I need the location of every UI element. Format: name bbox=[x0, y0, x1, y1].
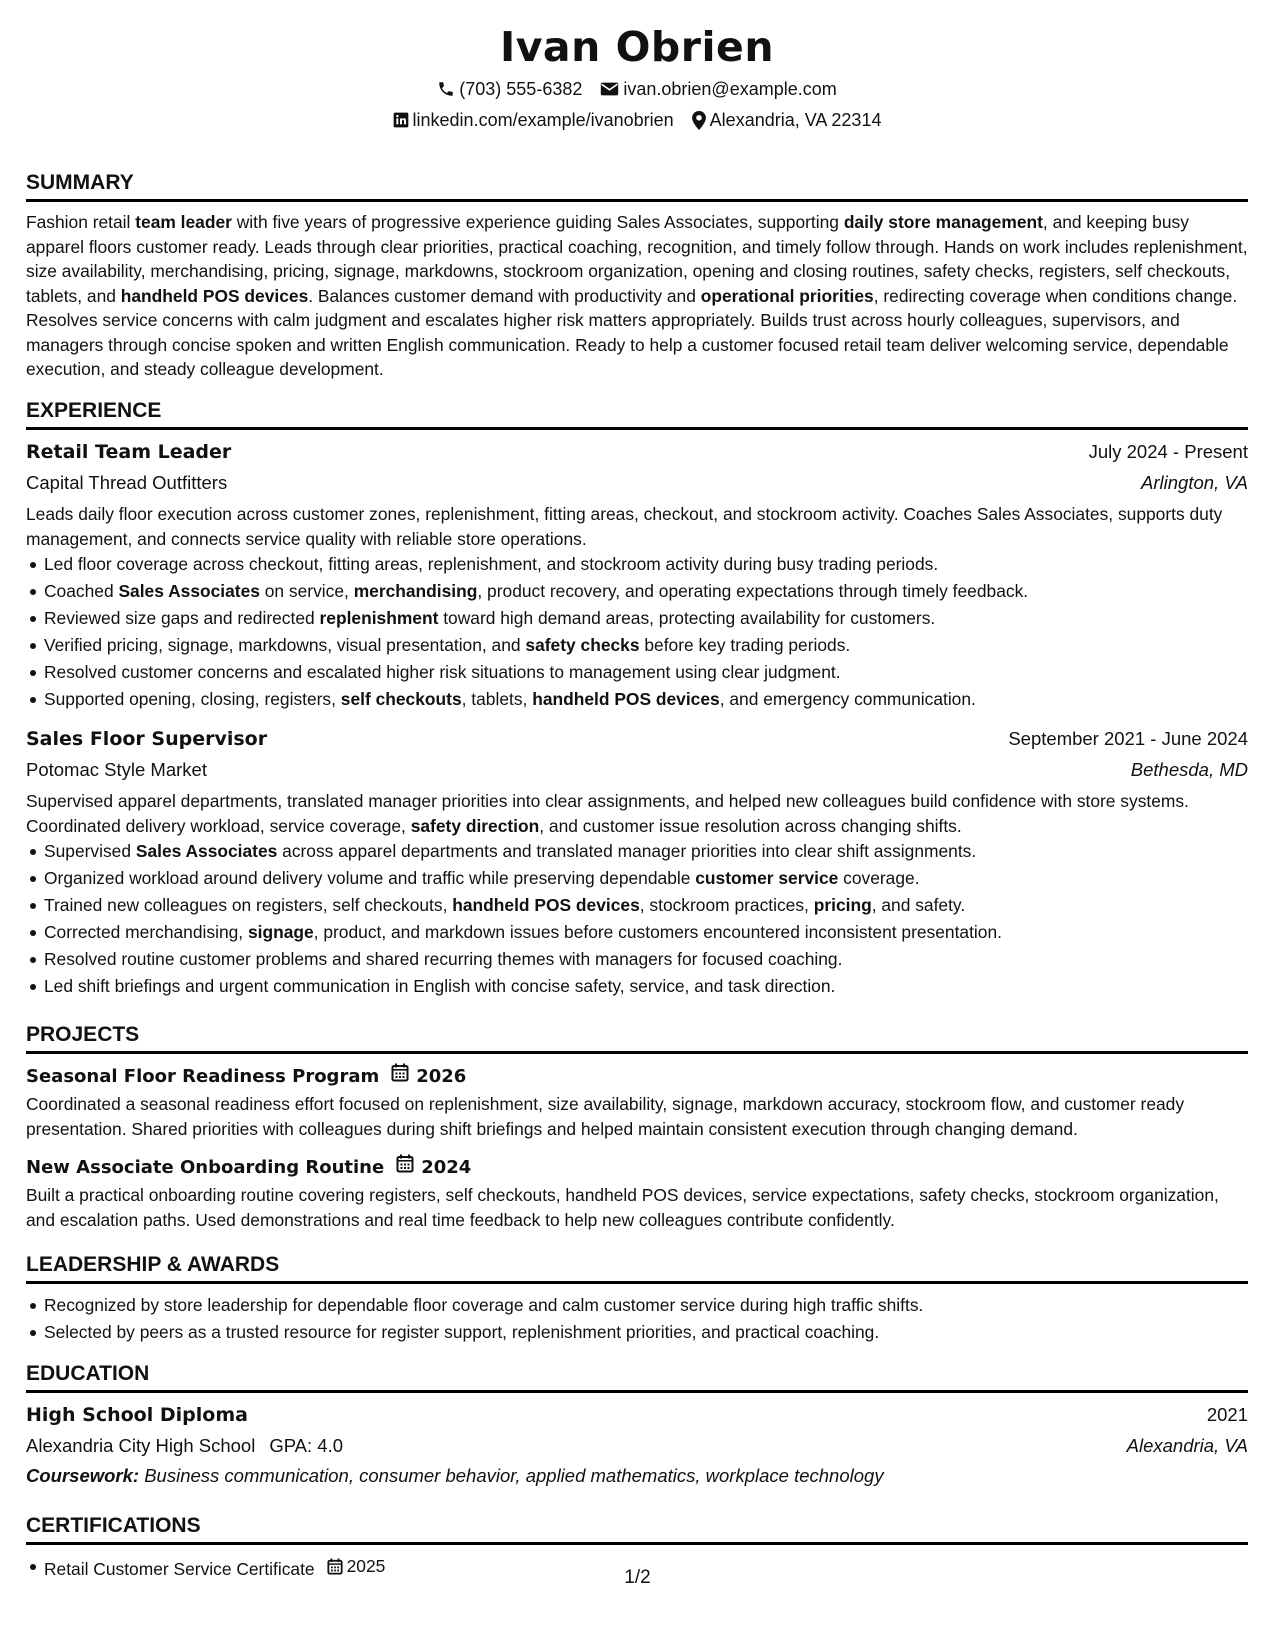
gpa: GPA: 4.0 bbox=[269, 1435, 344, 1456]
bullet-item bbox=[26, 659, 1248, 686]
text-segment: coverage. bbox=[838, 868, 920, 888]
bullet-item bbox=[26, 973, 1248, 1000]
bullet-item bbox=[26, 892, 1248, 919]
coursework bbox=[26, 1461, 1248, 1491]
text-segment: Led shift briefings and urgent communication in English with concise safety, service, and task direction. bbox=[44, 976, 836, 996]
projects-section bbox=[26, 1022, 1248, 1232]
text-segment: . Balances customer demand with productivity and bbox=[308, 285, 701, 306]
job-description bbox=[26, 789, 1248, 838]
company-name: Potomac Style Market bbox=[26, 759, 207, 780]
bold-keyword: safety checks bbox=[525, 635, 640, 655]
summary-heading: SUMMARY bbox=[26, 170, 1248, 202]
text-segment: Organized workload around delivery volume and traffic while preserving dependable bbox=[44, 868, 696, 888]
leadership-item: Recognized by store leadership for dependable floor coverage and calm customer service during high traffic shifts. bbox=[26, 1292, 1248, 1319]
bold-keyword: operational priorities bbox=[700, 285, 874, 306]
bold-keyword: team leader bbox=[135, 212, 232, 232]
job-subheader bbox=[26, 755, 1248, 785]
text-segment: toward high demand areas, protecting availability for customers. bbox=[438, 608, 936, 628]
text-segment: Reviewed size gaps and redirected bbox=[44, 608, 320, 628]
coursework-list: Business communication, consumer behavior, applied mathematics, workplace technology bbox=[139, 1465, 884, 1486]
summary-text bbox=[26, 210, 1248, 382]
text-segment: , and safety. bbox=[871, 895, 966, 915]
education-subheader bbox=[26, 1431, 1248, 1461]
text-segment: , and emergency communication. bbox=[719, 689, 976, 709]
contact-row-primary bbox=[26, 78, 1248, 100]
bold-keyword: handheld POS devices bbox=[452, 895, 640, 915]
text-segment: , product recovery, and operating expectations through timely feedback. bbox=[477, 581, 1029, 601]
education-header bbox=[26, 1399, 1248, 1431]
job-entry bbox=[26, 723, 1248, 1000]
phone-number: (703) 555-6382 bbox=[459, 79, 583, 99]
certification-name: Retail Customer Service Certificate bbox=[44, 1559, 315, 1579]
text-segment: Resolved customer concerns and escalated higher risk situations to management using clear judgment. bbox=[44, 662, 841, 682]
text-segment: , redirecting coverage when conditions change. Resolves service concerns with calm judgment and escalates higher risk matters appropriately. Builds trust across hourly colleagues, supervisors, and managers through concise spoken and written English communication. Ready to help a customer focused retail team deliver welcoming service, dependable execution, and steady colleague development. bbox=[26, 285, 1238, 379]
leadership-list bbox=[26, 1292, 1248, 1346]
contact-email[interactable] bbox=[600, 78, 836, 100]
job-title: Sales Floor Supervisor bbox=[26, 728, 268, 750]
coursework-label: Coursework: bbox=[26, 1465, 140, 1486]
experience-heading: EXPERIENCE bbox=[26, 398, 1248, 430]
project-year: 2026 bbox=[416, 1066, 467, 1087]
education-heading: EDUCATION bbox=[26, 1361, 1248, 1393]
text-segment: Supported opening, closing, registers, bbox=[44, 689, 341, 709]
bold-keyword: pricing bbox=[813, 895, 872, 915]
bold-keyword: merchandising bbox=[353, 581, 478, 601]
text-segment: Supervised bbox=[44, 841, 136, 861]
project-year: 2024 bbox=[421, 1157, 472, 1178]
text-segment: , tablets, bbox=[461, 689, 533, 709]
text-segment: Supervised apparel departments, translated manager priorities into clear assignments, and helped new colleagues build confidence with store systems. Coordinated delivery workload, service coverage, bbox=[26, 791, 1189, 836]
bullet-item bbox=[26, 946, 1248, 973]
resume-header bbox=[26, 0, 1248, 131]
job-bullets bbox=[26, 838, 1248, 1000]
projects-heading: PROJECTS bbox=[26, 1022, 1248, 1054]
envelope-icon bbox=[600, 81, 619, 97]
company-name: Capital Thread Outfitters bbox=[26, 472, 228, 493]
leadership-item: Selected by peers as a trusted resource for register support, replenishment priorities, and practical coaching. bbox=[26, 1319, 1248, 1346]
job-dates: July 2024 - Present bbox=[1088, 441, 1248, 462]
project-description: Coordinated a seasonal readiness effort focused on replenishment, size availability, signage, markdown accuracy, stockroom flow, and customer ready presentation. Shared priorities with colleagues during shift briefings and helped maintain consistent execution through changing demand. bbox=[26, 1094, 1185, 1139]
job-header bbox=[26, 723, 1248, 755]
school-name: Alexandria City High School bbox=[26, 1435, 256, 1456]
project-entry bbox=[26, 1062, 1248, 1141]
text-segment: Trained new colleagues on registers, self checkouts, bbox=[44, 895, 453, 915]
degree-name: High School Diploma bbox=[26, 1404, 248, 1426]
bold-keyword: safety direction bbox=[410, 815, 540, 836]
project-header bbox=[26, 1062, 1248, 1092]
summary-section bbox=[26, 170, 1248, 382]
bold-keyword: self checkouts bbox=[340, 689, 462, 709]
job-header bbox=[26, 436, 1248, 468]
bold-keyword: replenishment bbox=[319, 608, 439, 628]
map-pin-icon bbox=[692, 111, 706, 130]
text-segment: Coached bbox=[44, 581, 119, 601]
project-description: Built a practical onboarding routine covering registers, self checkouts, handheld POS devices, service expectations, safety checks, stockroom organization, and escalation paths. Used demonstrations and real time feedback to help new colleagues contribute confidently. bbox=[26, 1185, 1219, 1230]
text-segment: before key trading periods. bbox=[639, 635, 851, 655]
job-entry bbox=[26, 436, 1248, 713]
bold-keyword: signage bbox=[247, 922, 314, 942]
text-segment: Resolved routine customer problems and shared recurring themes with managers for focused coaching. bbox=[44, 949, 843, 969]
contact-row-secondary bbox=[26, 109, 1248, 131]
bold-keyword: handheld POS devices bbox=[532, 689, 720, 709]
contact-linkedin[interactable] bbox=[393, 109, 674, 131]
project-entry bbox=[26, 1153, 1248, 1232]
text-segment: , and keeping busy apparel floors customer ready. Leads through clear priorities, practical coaching, recognition, and timely follow through. Hands on work includes replenishment, size availability, merchandising, pricing, signage, markdowns, stockroom organization, opening and closing routines, safety checks, registers, self checkouts, tablets, and bbox=[26, 212, 1248, 306]
text-segment: , and customer issue resolution across changing shifts. bbox=[539, 815, 962, 836]
project-date bbox=[391, 1062, 466, 1092]
project-header bbox=[26, 1153, 1248, 1183]
text-segment: Verified pricing, signage, markdowns, visual presentation, and bbox=[44, 635, 526, 655]
text-segment: on service, bbox=[259, 581, 354, 601]
linkedin-icon bbox=[393, 112, 409, 128]
experience-section bbox=[26, 398, 1248, 1000]
bullet-item bbox=[26, 605, 1248, 632]
bullet-item bbox=[26, 578, 1248, 605]
text-segment: Fashion retail bbox=[26, 212, 136, 232]
leadership-section bbox=[26, 1252, 1248, 1346]
job-location: Bethesda, MD bbox=[1130, 759, 1248, 780]
bullet-item bbox=[26, 551, 1248, 578]
calendar-icon bbox=[391, 1062, 409, 1092]
education-entry bbox=[26, 1399, 1248, 1491]
certifications-heading: CERTIFICATIONS bbox=[26, 1513, 1248, 1545]
project-name: Seasonal Floor Readiness Program bbox=[26, 1066, 380, 1087]
text-segment: across apparel departments and translated manager priorities into clear shift assignments. bbox=[277, 841, 977, 861]
calendar-icon bbox=[396, 1153, 414, 1183]
bold-keyword: Sales Associates bbox=[118, 581, 260, 601]
bullet-item bbox=[26, 865, 1248, 892]
text-segment: Led floor coverage across checkout, fitting areas, replenishment, and stockroom activity during busy trading periods. bbox=[44, 554, 939, 574]
location-text: Alexandria, VA 22314 bbox=[709, 110, 882, 130]
education-section bbox=[26, 1361, 1248, 1491]
contact-phone bbox=[437, 78, 582, 100]
phone-icon bbox=[437, 80, 455, 98]
graduation-year: 2021 bbox=[1206, 1404, 1248, 1425]
leadership-heading: LEADERSHIP & AWARDS bbox=[26, 1252, 1248, 1284]
bullet-item bbox=[26, 686, 1248, 713]
job-bullets bbox=[26, 551, 1248, 713]
school-line bbox=[26, 1431, 343, 1461]
page-number: 1/2 bbox=[624, 1567, 651, 1588]
job-location: Arlington, VA bbox=[1141, 472, 1248, 493]
bullet-item bbox=[26, 838, 1248, 865]
job-dates: September 2021 - June 2024 bbox=[1008, 728, 1248, 749]
email-address[interactable]: ivan.obrien@example.com bbox=[623, 79, 837, 99]
bold-keyword: handheld POS devices bbox=[120, 285, 309, 306]
project-date bbox=[396, 1153, 471, 1183]
bold-keyword: daily store management bbox=[843, 212, 1043, 232]
bullet-item bbox=[26, 919, 1248, 946]
linkedin-url[interactable]: linkedin.com/example/ivanobrien bbox=[412, 110, 674, 130]
text-segment: , product, and markdown issues before customers encountered inconsistent presentation. bbox=[313, 922, 1002, 942]
job-title: Retail Team Leader bbox=[26, 441, 232, 463]
bold-keyword: customer service bbox=[695, 868, 839, 888]
project-name: New Associate Onboarding Routine bbox=[26, 1157, 385, 1178]
bullet-item bbox=[26, 632, 1248, 659]
text-segment: with five years of progressive experience guiding Sales Associates, supporting bbox=[231, 212, 844, 232]
candidate-name: Ivan Obrien bbox=[499, 23, 775, 71]
job-subheader bbox=[26, 468, 1248, 498]
bold-keyword: Sales Associates bbox=[135, 841, 278, 861]
school-location: Alexandria, VA bbox=[1126, 1435, 1248, 1456]
job-description: Leads daily floor execution across customer zones, replenishment, fitting areas, checkout, and stockroom activity. Coaches Sales Associates, supports duty management, and connects service quality with reliable store operations. bbox=[26, 504, 1223, 549]
certification-year: 2025 bbox=[346, 1556, 386, 1576]
contact-location bbox=[692, 109, 882, 131]
text-segment: Corrected merchandising, bbox=[44, 922, 248, 942]
text-segment: , stockroom practices, bbox=[639, 895, 814, 915]
